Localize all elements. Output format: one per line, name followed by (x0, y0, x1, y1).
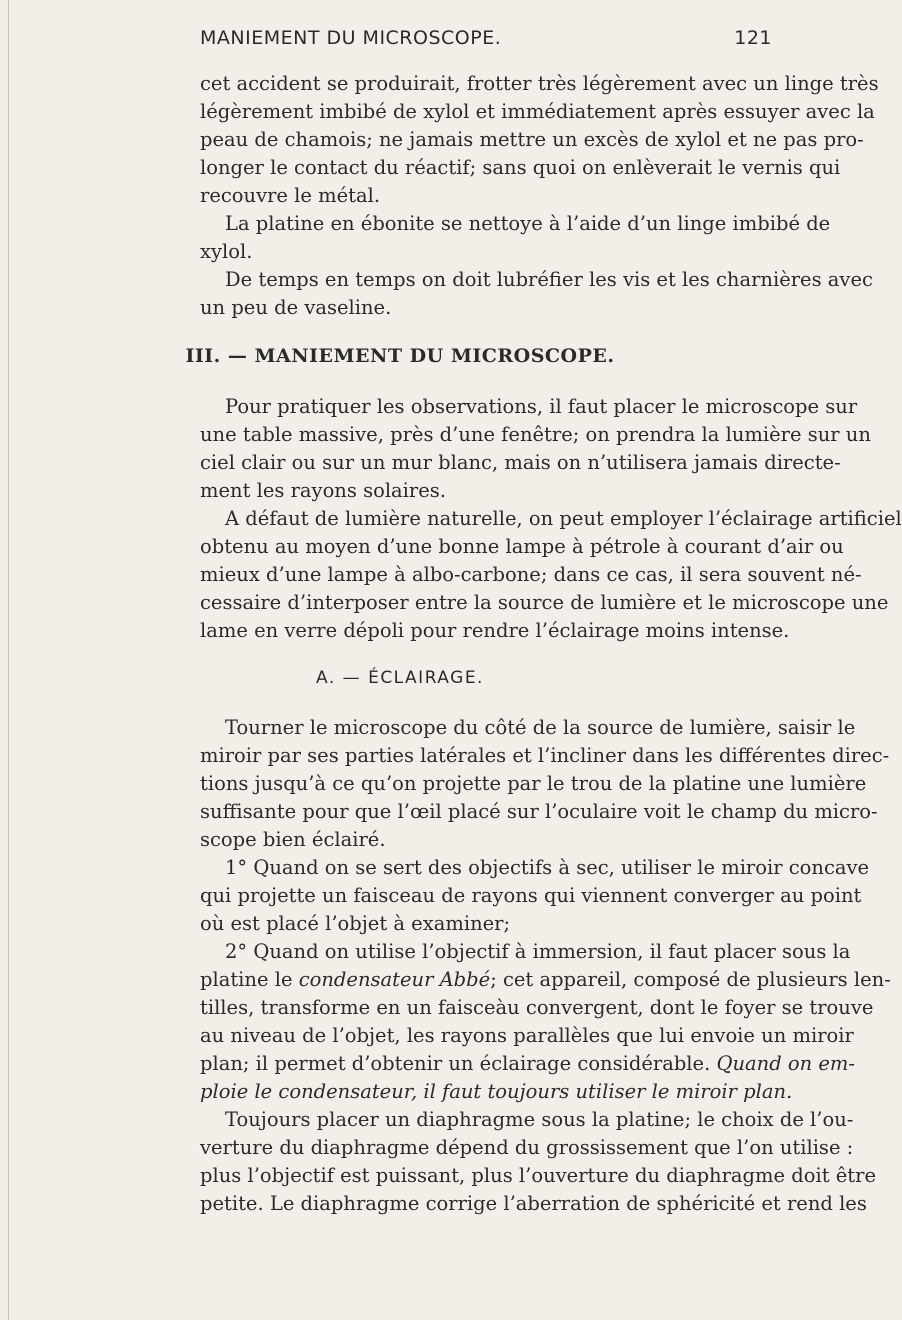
text-line: obtenu au moyen d’une bonne lampe à pétrole à courant d’air ou (200, 535, 844, 558)
text-line: miroir par ses parties latérales et l’incliner dans les différentes direc- (200, 744, 890, 767)
text-line: tilles, transforme en un faisceàu convergent, dont le foyer se trouve (200, 996, 874, 1019)
text-line (200, 966, 891, 993)
text-line: Tourner le microscope du côté de la source de lumière, saisir le (225, 716, 856, 739)
text-line: 2° Quand on utilise l’objectif à immersion, il faut placer sous la (225, 940, 851, 963)
text-line: petite. Le diaphragme corrige l’aberration de sphéricité et rend les (200, 1192, 867, 1215)
text-line: où est placé l’objet à examiner; (200, 912, 511, 935)
text-line: légèrement imbibé de xylol et immédiatement après essuyer avec la (200, 100, 875, 123)
page-number: 121 (734, 27, 772, 49)
text-line: ciel clair ou sur un mur blanc, mais on n’utilisera jamais directe- (200, 451, 841, 474)
text-line: xylol. (200, 240, 253, 263)
text-line: recouvre le métal. (200, 184, 381, 207)
text-run: plan; il permet d’obtenir un éclairage considérable. (200, 1052, 717, 1075)
text-line: un peu de vaseline. (200, 296, 392, 319)
text-line: qui projette un faisceau de rayons qui viennent converger au point (200, 884, 862, 907)
text-line: De temps en temps on doit lubréfier les vis et les charnières avec (225, 268, 873, 291)
text-line: verture du diaphragme dépend du grossissement que l’on utilise : (200, 1136, 854, 1159)
text-line: au niveau de l’objet, les rayons parallèles que lui envoie un miroir (200, 1024, 854, 1047)
text-line (200, 1078, 792, 1105)
text-line: cet accident se produirait, frotter très légèrement avec un linge très (200, 72, 879, 95)
text-line: 1° Quand on se sert des objectifs à sec, utiliser le miroir concave (225, 856, 870, 879)
italic-run: ploie le condensateur, il faut toujours utiliser le miroir plan. (200, 1080, 793, 1103)
text-line: peau de chamois; ne jamais mettre un excès de xylol et ne pas pro- (200, 128, 864, 151)
subsection-heading: A. — ÉCLAIRAGE. (316, 668, 484, 688)
section-heading: III. — MANIEMENT DU MICROSCOPE. (185, 345, 615, 367)
text-line: mieux d’une lampe à albo-carbone; dans ce cas, il sera souvent né- (200, 563, 862, 586)
text-line: ment les rayons solaires. (200, 479, 446, 502)
page-gutter-edge (8, 0, 9, 1320)
text-line: La platine en ébonite se nettoye à l’aide d’un linge imbibé de (225, 212, 831, 235)
text-run: platine le (200, 968, 299, 991)
text-line: scope bien éclairé. (200, 828, 386, 851)
text-line: A défaut de lumière naturelle, on peut employer l’éclairage artificiel (225, 507, 902, 530)
text-line: longer le contact du réactif; sans quoi on enlèverait le vernis qui (200, 156, 841, 179)
text-line (200, 1050, 855, 1077)
text-line: cessaire d’interposer entre la source de lumière et le microscope une (200, 591, 889, 614)
text-run: ; cet appareil, composé de plusieurs len- (490, 968, 891, 991)
text-line: tions jusqu’à ce qu’on projette par le trou de la platine une lumière (200, 772, 867, 795)
text-line: Pour pratiquer les observations, il faut placer le microscope sur (225, 395, 858, 418)
text-line: une table massive, près d’une fenêtre; on prendra la lumière sur un (200, 423, 871, 446)
italic-run: Quand on em- (716, 1052, 856, 1075)
text-line: suffisante pour que l’œil placé sur l’oculaire voit le champ du micro- (200, 800, 878, 823)
italic-term: condensateur Abbé (298, 968, 491, 991)
page-header (0, 27, 800, 57)
running-title: MANIEMENT DU MICROSCOPE. (200, 27, 502, 49)
text-line: plus l’objectif est puissant, plus l’ouverture du diaphragme doit être (200, 1164, 876, 1187)
text-line: lame en verre dépoli pour rendre l’éclairage moins intense. (200, 619, 790, 642)
text-line: Toujours placer un diaphragme sous la platine; le choix de l’ou- (225, 1108, 854, 1131)
